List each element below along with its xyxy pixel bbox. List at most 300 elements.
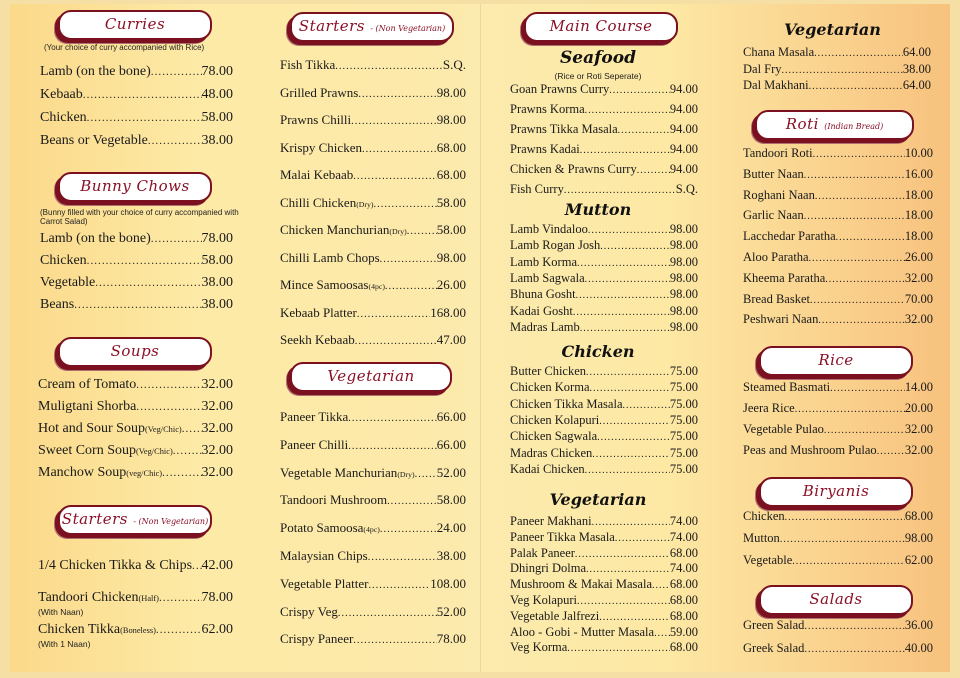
item-price: 74.00 [669, 561, 698, 576]
menu-item [40, 231, 233, 247]
item-price: 75.00 [669, 380, 698, 395]
item-name: Potato Samoosa [280, 520, 364, 536]
item-tag: (4pc) [363, 525, 380, 535]
menu-item [510, 287, 698, 302]
item-name: Chicken Kolapuri [510, 412, 600, 427]
item-price: 98.00 [669, 238, 698, 253]
menu-item [743, 62, 931, 77]
dot-leader [577, 596, 670, 607]
item-name: Lamb Korma [510, 254, 577, 269]
item-price: 94.00 [669, 162, 698, 176]
item-name: Bhuna Gosht [510, 287, 576, 302]
item-price: 98.00 [436, 112, 466, 127]
item-price: 98.00 [669, 222, 698, 236]
item-price: 38.00 [436, 548, 466, 563]
dot-leader [592, 449, 670, 460]
item-price: 68.00 [436, 167, 466, 182]
dot-leader [782, 65, 903, 76]
item-price: 94.00 [669, 142, 698, 156]
item-price: 59.00 [669, 624, 698, 639]
item-price: 98.00 [669, 287, 698, 302]
chicken-title: Chicken [561, 342, 635, 361]
item-price: 94.00 [669, 82, 698, 96]
soups-heading [58, 337, 212, 367]
menu-item [40, 275, 233, 291]
item-price: 94.00 [669, 122, 698, 136]
menu-item [510, 514, 698, 529]
dot-leader [654, 628, 670, 639]
item-price: 14.00 [904, 380, 933, 394]
dot-leader [162, 467, 201, 479]
item-name: Veg Korma [510, 640, 568, 655]
menu-item [280, 437, 466, 453]
item-price: 98.00 [904, 531, 933, 545]
dot-leader [358, 89, 436, 100]
dot-leader [182, 423, 202, 435]
item-name: Beans or Vegetable [40, 133, 148, 148]
menu-item [280, 409, 466, 425]
dot-leader [652, 580, 670, 591]
item-price: 168.00 [430, 304, 466, 320]
item-price: 108.00 [430, 575, 466, 591]
item-price: 48.00 [201, 87, 233, 102]
item-name: Vegetable Manchurian [280, 464, 398, 480]
item-name: Madras Chicken [510, 445, 593, 460]
dot-leader [387, 496, 437, 507]
item-price: 38.00 [902, 61, 931, 76]
menu-item [280, 250, 466, 266]
item-name: Fish Tikka [280, 57, 336, 72]
item-name: Paneer Chilli [280, 436, 349, 452]
vegetarian-2-title: Vegetarian [784, 20, 881, 39]
dot-leader [585, 105, 670, 116]
item-name: Krispy Chicken [280, 139, 362, 155]
item-name: Lacchedar Paratha [743, 229, 836, 244]
menu-item [510, 446, 698, 461]
item-name: Prawns Tikka Masala [510, 122, 618, 136]
item-price: 94.00 [669, 102, 698, 116]
dot-leader [597, 432, 670, 443]
item-price: 58.00 [436, 492, 466, 508]
menu-item [510, 397, 698, 412]
starters-title-2: Starters [61, 510, 128, 528]
item-price: 98.00 [669, 303, 698, 318]
item-name: Lamb Sagwala [510, 270, 585, 285]
menu-item [510, 255, 698, 270]
menu-item [280, 465, 466, 481]
dot-leader [136, 401, 201, 413]
item-name: Tandoori Chicken [38, 590, 139, 605]
item-price: 68.00 [669, 608, 698, 623]
item-name: Dal Fry [743, 61, 782, 76]
dot-leader [637, 165, 670, 176]
menu-item [280, 140, 466, 156]
dot-leader [836, 232, 905, 243]
dot-leader [380, 524, 437, 535]
menu-item [510, 530, 698, 545]
roti-title: Roti [785, 115, 819, 133]
dot-leader [136, 379, 201, 391]
dot-leader [159, 592, 202, 604]
item-price: 64.00 [902, 45, 931, 59]
item-name: Chicken Sagwala [510, 429, 598, 444]
menu-item [743, 531, 933, 546]
item-name: Seekh Kebaab [280, 332, 355, 347]
item-name: Lamb Vindaloo [510, 222, 588, 236]
menu-item [510, 577, 698, 592]
item-price: 26.00 [436, 277, 466, 292]
item-name: Paneer Makhani [510, 514, 592, 528]
menu-item [510, 364, 698, 379]
item-name: Chilli Lamb Chops [280, 249, 380, 265]
item-price: 20.00 [904, 401, 933, 415]
item-name: Kadai Gosht [510, 303, 573, 318]
menu-item [280, 492, 466, 508]
dot-leader [623, 400, 670, 411]
menu-item [280, 520, 466, 536]
item-name: Vegetable Jalfrezi [510, 608, 600, 623]
item-name: Malaysian Chips [280, 548, 368, 563]
dot-leader [156, 624, 202, 636]
item-name: Chilli Chicken [280, 194, 357, 210]
dot-leader [87, 112, 202, 124]
item-name: Chicken [40, 253, 87, 268]
menu-item [743, 380, 933, 395]
item-name: Madras Lamb [510, 319, 580, 334]
seafood-note: (Rice or Roti Seperate) [554, 71, 642, 81]
item-name: Chicken [40, 110, 87, 125]
item-name: Roghani Naan [743, 187, 815, 202]
item-name: Beans [40, 297, 75, 312]
dot-leader [567, 643, 670, 654]
dot-leader [615, 533, 670, 544]
dot-leader [818, 315, 905, 326]
item-name: Jeera Rice [743, 401, 795, 415]
menu-item [743, 641, 933, 656]
menu-item [510, 320, 698, 335]
menu-item [743, 271, 933, 286]
dot-leader [351, 116, 437, 127]
item-name: Chicken Manchurian [280, 222, 390, 237]
item-name: Mushroom & Makai Masala [510, 577, 652, 592]
menu-item [38, 421, 233, 437]
item-price: 68.00 [669, 593, 698, 607]
item-name: Mince Samoosas [280, 277, 369, 292]
item-price: 98.00 [669, 270, 698, 285]
dot-leader [795, 404, 905, 415]
column-1 [10, 4, 240, 672]
menu-item [38, 399, 233, 415]
item-price: 78.00 [201, 590, 233, 605]
column-3 [498, 4, 698, 672]
item-name: Malai Kebaab [280, 167, 354, 182]
menu-item [510, 222, 698, 237]
item-name: Sweet Corn Soup [38, 443, 136, 458]
menu-item [743, 443, 933, 458]
item-name: Kebaab [40, 87, 83, 102]
bunny-chows-title: Bunny Chows [80, 177, 190, 195]
dot-leader [600, 241, 670, 252]
item-name: 1/4 Chicken Tikka & Chips [38, 558, 193, 573]
item-name: Crispy Paneer [280, 631, 354, 647]
item-price: 32.00 [201, 399, 233, 414]
starters-title: Starters [298, 17, 365, 35]
dot-leader [815, 191, 905, 202]
item-name: Palak Paneer [510, 545, 575, 560]
item-price: 10.00 [904, 146, 933, 160]
item-name: Tandoori Roti [743, 146, 813, 160]
item-name: Steamed Basmati [743, 380, 831, 394]
item-price: 40.00 [904, 641, 933, 655]
menu-item [743, 78, 931, 93]
item-name: Grilled Prawns [280, 84, 359, 100]
bunny-chows-note: (Bunny filled with your choice of curry accompanied with Carrot Salad) [40, 208, 239, 226]
item-name: Manchow Soup [38, 465, 127, 480]
rice-title: Rice [818, 351, 854, 369]
dot-leader [368, 580, 430, 591]
menu-item [280, 277, 466, 293]
vegetarian-main-title: Vegetarian [549, 490, 647, 509]
menu-item [743, 401, 933, 416]
item-price: 18.00 [904, 208, 933, 223]
main-course-heading [524, 12, 678, 42]
dot-leader [151, 233, 202, 245]
item-subnote: (With 1 Naan) [38, 639, 91, 649]
dot-leader [804, 621, 904, 632]
item-name: Kadai Chicken [510, 461, 585, 476]
dot-leader [74, 299, 201, 311]
menu-item [280, 85, 466, 101]
menu-item [510, 609, 698, 624]
item-price: 32.00 [904, 422, 933, 436]
menu-item [38, 465, 233, 481]
menu-item [743, 618, 933, 633]
dot-leader [586, 564, 670, 575]
dot-leader [824, 425, 905, 436]
item-name: Aloo - Gobi - Mutter Masala [510, 624, 655, 639]
dot-leader [585, 274, 670, 285]
dot-leader [573, 307, 670, 318]
menu-item [38, 443, 233, 459]
menu-item [38, 558, 233, 574]
dot-leader [830, 383, 905, 394]
menu-item [510, 162, 698, 177]
item-name: Vegetable Platter [280, 575, 369, 591]
dot-leader [348, 441, 437, 452]
menu-item [510, 182, 698, 197]
item-tag: (Dry) [389, 227, 407, 236]
item-name: Fish Curry [510, 182, 564, 196]
item-name: Chicken [743, 509, 785, 523]
menu-item [40, 87, 233, 103]
item-name: Garlic Naan [743, 208, 804, 223]
curries-heading [58, 10, 212, 40]
item-name: Chicken Korma [510, 380, 590, 395]
dot-leader [804, 644, 904, 655]
dot-leader [577, 258, 670, 269]
menu-item [40, 133, 233, 149]
item-price: 32.00 [201, 465, 233, 480]
item-price: 98.00 [436, 249, 466, 265]
item-price: 75.00 [669, 429, 698, 444]
menu-item [38, 622, 233, 638]
column-2 [260, 4, 470, 672]
item-name: Vegetable [40, 275, 96, 290]
dot-leader [576, 290, 670, 301]
dot-leader [609, 85, 670, 96]
dot-leader [380, 254, 437, 265]
biryanis-title: Biryanis [802, 482, 870, 500]
menu-item [280, 631, 466, 647]
item-name: Chana Masala [743, 45, 815, 59]
menu-item [743, 509, 933, 524]
dot-leader [599, 416, 670, 427]
vegetarian-starters-heading [290, 362, 452, 392]
item-tag: (Boneless) [120, 626, 156, 635]
item-price: 58.00 [436, 222, 466, 237]
dot-leader [564, 185, 676, 196]
dot-leader [95, 277, 201, 289]
menu-item [40, 297, 233, 313]
item-tag: (Dry) [397, 469, 415, 479]
salads-title: Salads [809, 590, 863, 608]
menu-item [510, 429, 698, 444]
dot-leader [148, 135, 202, 147]
item-price: S.Q. [442, 57, 466, 72]
dot-leader [780, 534, 905, 545]
menu-item [280, 222, 466, 238]
dot-leader [804, 211, 905, 222]
menu-item [40, 64, 233, 80]
menu-item [510, 142, 698, 157]
item-name: Prawns Kadai [510, 142, 580, 156]
dot-leader [792, 556, 905, 567]
item-price: 16.00 [904, 166, 933, 181]
dot-leader [599, 612, 670, 623]
menu-item [280, 332, 466, 348]
menu-item [743, 146, 933, 161]
item-price: 75.00 [669, 364, 698, 378]
item-price: 75.00 [669, 396, 698, 411]
menu-item [38, 377, 233, 393]
item-price: 18.00 [904, 229, 933, 244]
item-name: Dhingri Dolma [510, 561, 587, 576]
item-price: 78.00 [436, 631, 466, 647]
bunny-chows-heading [58, 172, 212, 202]
menu-item [38, 590, 233, 606]
menu-item [40, 253, 233, 269]
menu-item [280, 305, 466, 321]
dot-leader [362, 144, 437, 155]
menu-item [510, 304, 698, 319]
seafood-title: Seafood [560, 48, 636, 68]
item-name: Vegetable [743, 553, 793, 567]
dot-leader [353, 171, 436, 182]
item-price: 18.00 [904, 187, 933, 202]
item-price: S.Q. [675, 182, 698, 196]
dot-leader [575, 549, 670, 560]
item-name: Prawns Korma [510, 102, 585, 116]
dot-leader [348, 413, 437, 424]
item-price: 32.00 [201, 443, 233, 458]
soups-title: Soups [110, 342, 160, 360]
menu-item [280, 604, 466, 620]
menu-item [510, 122, 698, 137]
item-price: 75.00 [669, 445, 698, 460]
item-price: 74.00 [669, 529, 698, 544]
item-price: 66.00 [436, 436, 466, 452]
dot-leader [618, 125, 670, 136]
starters-heading-2 [58, 505, 212, 535]
salads-heading [759, 585, 913, 615]
item-name: Greek Salad [743, 641, 805, 655]
menu-item [743, 208, 933, 223]
dot-leader [585, 465, 670, 476]
item-price: 68.00 [669, 577, 698, 592]
dot-leader [580, 323, 670, 334]
item-price: 32.00 [904, 312, 933, 327]
item-tag: (Dry) [356, 199, 374, 209]
dot-leader [192, 560, 201, 572]
item-price: 58.00 [201, 253, 233, 268]
dot-leader [353, 635, 436, 646]
menu-item [510, 625, 698, 640]
menu-item [743, 422, 933, 437]
item-name: Crispy Veg [280, 603, 338, 619]
item-name: Peas and Mushroom Pulao [743, 443, 877, 457]
dot-leader [588, 225, 670, 236]
item-name: Veg Kolapuri [510, 593, 577, 607]
dot-leader [814, 48, 903, 59]
menu-item [510, 462, 698, 477]
dot-leader [151, 66, 202, 78]
item-name: Chicken Tikka Masala [510, 396, 623, 411]
item-price: 68.00 [904, 509, 933, 523]
vegetarian-starters-title: Vegetarian [327, 367, 415, 385]
item-price: 75.00 [669, 461, 698, 476]
item-name: Paneer Tikka Masala [510, 529, 615, 544]
item-price: 38.00 [201, 275, 233, 290]
item-price: 74.00 [669, 514, 698, 528]
item-name: Green Salad [743, 618, 805, 632]
dot-leader [415, 469, 437, 480]
item-subnote: (With Naan) [38, 607, 84, 617]
menu-item [510, 640, 698, 655]
dot-leader [368, 552, 437, 563]
item-tag: (veg/Chic) [126, 469, 163, 478]
item-name: Butter Naan [743, 166, 804, 181]
item-price: 70.00 [904, 291, 933, 306]
item-tag: (Veg/Chic) [136, 447, 173, 456]
dot-leader [825, 274, 905, 285]
menu-item [280, 548, 466, 564]
menu-item [280, 576, 466, 592]
item-price: 32.00 [904, 270, 933, 285]
dot-leader [357, 309, 430, 320]
roti-heading [755, 110, 914, 140]
item-price: 78.00 [201, 64, 233, 79]
item-tag: (Half) [138, 594, 159, 603]
dot-leader [407, 226, 437, 237]
item-name: Butter Chicken [510, 364, 587, 378]
menu-item [280, 167, 466, 183]
menu-item [743, 188, 933, 203]
mutton-title: Mutton [564, 200, 632, 219]
dot-leader [173, 445, 202, 457]
item-name: Vegetable Pulao [743, 422, 824, 436]
item-name: Kheema Paratha [743, 270, 826, 285]
item-name: Tandoori Mushroom [280, 492, 388, 508]
